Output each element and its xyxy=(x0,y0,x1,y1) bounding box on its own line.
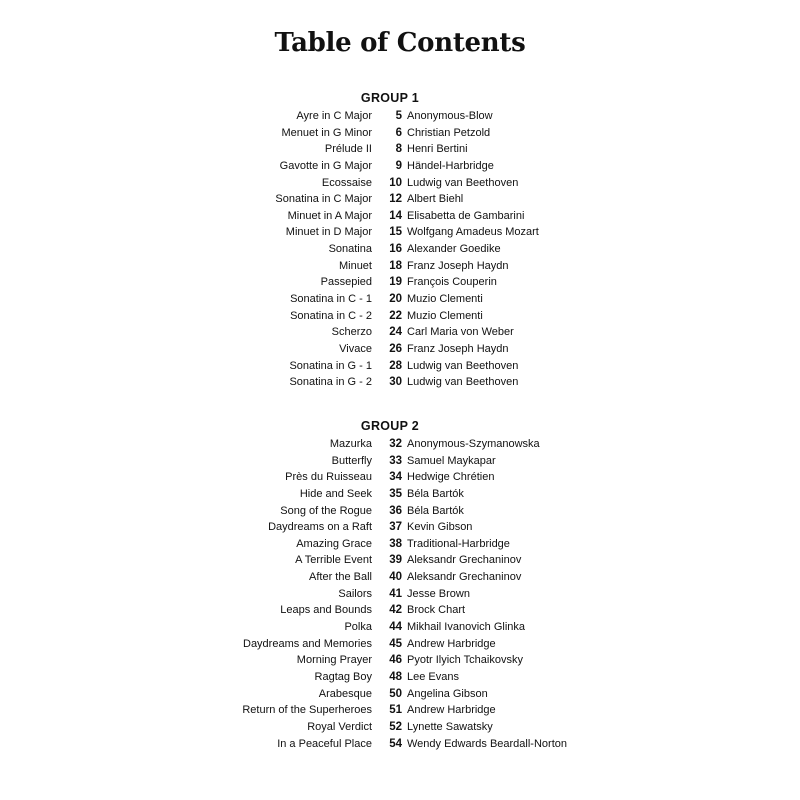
toc-entry xyxy=(0,719,800,736)
piece-title: Prélude II xyxy=(324,143,372,156)
toc-entry xyxy=(0,652,800,669)
toc-entry xyxy=(0,141,800,158)
piece-title: Scherzo xyxy=(331,326,372,339)
toc-entry xyxy=(0,503,800,520)
composer-name: Elisabetta de Gambarini xyxy=(407,209,525,222)
page-number: 48 xyxy=(389,670,402,683)
piece-title: Sonatina in G - 2 xyxy=(289,376,372,389)
page-number: 8 xyxy=(395,143,402,156)
toc-entry xyxy=(0,519,800,536)
composer-name: Wendy Edwards Beardall-Norton xyxy=(407,737,567,750)
page-number: 24 xyxy=(389,326,402,339)
piece-title: Minuet xyxy=(338,259,372,272)
composer-name: Anonymous-Szymanowska xyxy=(407,438,540,450)
composer-name: Ludwig van Beethoven xyxy=(407,359,519,372)
toc-entry xyxy=(0,258,800,275)
composer-name: Hedwige Chrétien xyxy=(407,471,495,484)
composer-name: Andrew Harbridge xyxy=(407,704,496,717)
composer-name: Wolfgang Amadeus Mozart xyxy=(407,226,539,239)
toc-entry xyxy=(0,436,800,453)
piece-title: Arabesque xyxy=(318,687,372,700)
piece-title: Sailors xyxy=(338,587,372,600)
page-number: 20 xyxy=(389,293,402,306)
composer-name: Aleksandr Grechaninov xyxy=(407,571,522,584)
toc-entry xyxy=(0,125,800,142)
piece-title: Vivace xyxy=(339,342,372,355)
page-number: 36 xyxy=(389,504,402,517)
page-title: Table of Contents xyxy=(274,28,526,58)
toc-entry xyxy=(0,552,800,569)
page-number: 19 xyxy=(389,276,402,289)
toc-entry xyxy=(0,374,800,391)
composer-name: Pyotr Ilyich Tchaikovsky xyxy=(407,654,523,667)
composer-name: Samuel Maykapar xyxy=(407,454,496,467)
composer-name: Angelina Gibson xyxy=(407,687,488,700)
composer-name: Béla Bartók xyxy=(407,504,464,517)
page-number: 9 xyxy=(395,159,402,172)
toc-entry xyxy=(0,108,800,125)
composer-name: Mikhail Ivanovich Glinka xyxy=(407,621,525,634)
composer-name: Muzio Clementi xyxy=(407,293,483,306)
piece-title: Morning Prayer xyxy=(296,654,372,667)
toc-list xyxy=(0,436,800,752)
page-number: 44 xyxy=(389,621,402,634)
composer-name: Kevin Gibson xyxy=(407,521,473,534)
page-number: 32 xyxy=(389,438,402,450)
group-heading: GROUP 2 xyxy=(360,419,420,433)
composer-name: Muzio Clementi xyxy=(407,309,483,322)
toc-entry xyxy=(0,208,800,225)
composer-name: François Couperin xyxy=(407,276,497,289)
composer-name: Lynette Sawatsky xyxy=(407,720,493,733)
composer-name: Ludwig van Beethoven xyxy=(407,176,519,189)
composer-name: Franz Joseph Haydn xyxy=(407,259,509,272)
toc-entry xyxy=(0,619,800,636)
toc-entry xyxy=(0,241,800,258)
composer-name: Jesse Brown xyxy=(407,587,470,600)
composer-name: Béla Bartók xyxy=(407,487,464,500)
toc-entry xyxy=(0,636,800,653)
composer-name: Anonymous-Blow xyxy=(407,110,493,122)
page-number: 35 xyxy=(389,487,402,500)
toc-entry xyxy=(0,586,800,603)
composer-name: Christian Petzold xyxy=(407,126,491,139)
toc-entry xyxy=(0,291,800,308)
toc-entry xyxy=(0,308,800,325)
page-number: 6 xyxy=(395,126,402,139)
composer-name: Lee Evans xyxy=(407,670,459,683)
composer-name: Andrew Harbridge xyxy=(407,637,496,650)
page-number: 50 xyxy=(389,687,402,700)
page-number: 51 xyxy=(389,704,402,717)
piece-title: Près du Ruisseau xyxy=(285,471,372,484)
piece-title: Daydreams and Memories xyxy=(243,637,372,650)
toc-entry xyxy=(0,486,800,503)
piece-title: After the Ball xyxy=(309,571,372,584)
composer-name: Franz Joseph Haydn xyxy=(407,342,509,355)
page-number: 22 xyxy=(389,309,402,322)
toc-entry xyxy=(0,191,800,208)
page-number: 33 xyxy=(389,454,402,467)
page-number: 41 xyxy=(389,587,402,600)
page-number: 54 xyxy=(389,737,402,750)
piece-title: Polka xyxy=(344,621,372,634)
composer-name: Händel-Harbridge xyxy=(407,159,494,172)
piece-title: Leaps and Bounds xyxy=(280,604,372,617)
composer-name: Henri Bertini xyxy=(407,143,468,156)
piece-title: In a Peaceful Place xyxy=(277,737,372,750)
page-number: 42 xyxy=(389,604,402,617)
piece-title: Butterfly xyxy=(331,454,372,467)
piece-title: Hide and Seek xyxy=(299,487,372,500)
page-number: 39 xyxy=(389,554,402,567)
page-number: 38 xyxy=(389,537,402,550)
piece-title: Menuet in G Minor xyxy=(281,126,372,139)
page-number: 45 xyxy=(389,637,402,650)
page-number: 37 xyxy=(389,521,402,534)
composer-name: Traditional-Harbridge xyxy=(407,537,510,550)
toc-entry xyxy=(0,469,800,486)
piece-title: Minuet in D Major xyxy=(285,226,372,239)
piece-title: Daydreams on a Raft xyxy=(268,521,372,534)
composer-name: Alexander Goedike xyxy=(407,243,501,256)
toc-entry xyxy=(0,274,800,291)
piece-title: Sonatina in G - 1 xyxy=(289,359,372,372)
toc-entry xyxy=(0,453,800,470)
piece-title: Sonatina in C - 2 xyxy=(290,309,372,322)
toc-entry xyxy=(0,736,800,753)
piece-title: Passepied xyxy=(320,276,372,289)
page-number: 34 xyxy=(389,471,402,484)
piece-title: Gavotte in G Major xyxy=(279,159,372,172)
page-number: 10 xyxy=(389,176,402,189)
composer-name: Albert Biehl xyxy=(407,193,464,206)
toc-entry xyxy=(0,669,800,686)
toc-entry xyxy=(0,224,800,241)
page-number: 5 xyxy=(395,110,402,122)
piece-title: Mazurka xyxy=(329,438,372,450)
page-number: 12 xyxy=(389,193,402,206)
piece-title: Sonatina xyxy=(328,243,372,256)
composer-name: Aleksandr Grechaninov xyxy=(407,554,522,567)
toc-list xyxy=(0,108,800,391)
toc-entry xyxy=(0,602,800,619)
toc-entry xyxy=(0,569,800,586)
composer-name: Ludwig van Beethoven xyxy=(407,376,519,389)
piece-title: Ragtag Boy xyxy=(314,670,372,683)
page-number: 18 xyxy=(389,259,402,272)
toc-entry xyxy=(0,358,800,375)
piece-title: Amazing Grace xyxy=(296,537,372,550)
toc-entry xyxy=(0,686,800,703)
composer-name: Brock Chart xyxy=(407,604,466,617)
page-number: 40 xyxy=(389,571,402,584)
page-number: 52 xyxy=(389,720,402,733)
composer-name: Carl Maria von Weber xyxy=(407,326,514,339)
piece-title: Ayre in C Major xyxy=(296,110,372,122)
toc-entry xyxy=(0,341,800,358)
piece-title: Sonatina in C Major xyxy=(275,193,372,206)
piece-title: Minuet in A Major xyxy=(287,209,372,222)
toc-entry xyxy=(0,158,800,175)
toc-entry xyxy=(0,702,800,719)
page-number: 30 xyxy=(389,376,402,389)
piece-title: Song of the Rogue xyxy=(280,504,372,517)
page-number: 14 xyxy=(389,209,402,222)
page-number: 15 xyxy=(389,226,402,239)
toc-entry xyxy=(0,324,800,341)
piece-title: Ecossaise xyxy=(321,176,372,189)
toc-entry xyxy=(0,175,800,192)
page-number: 16 xyxy=(389,243,402,256)
piece-title: Sonatina in C - 1 xyxy=(290,293,372,306)
piece-title: A Terrible Event xyxy=(295,554,372,567)
piece-title: Royal Verdict xyxy=(307,720,372,733)
group-heading: GROUP 1 xyxy=(360,91,420,105)
piece-title: Return of the Superheroes xyxy=(242,704,372,717)
page-number: 28 xyxy=(389,359,402,372)
toc-entry xyxy=(0,536,800,553)
page-number: 46 xyxy=(389,654,402,667)
page-number: 26 xyxy=(389,342,402,355)
